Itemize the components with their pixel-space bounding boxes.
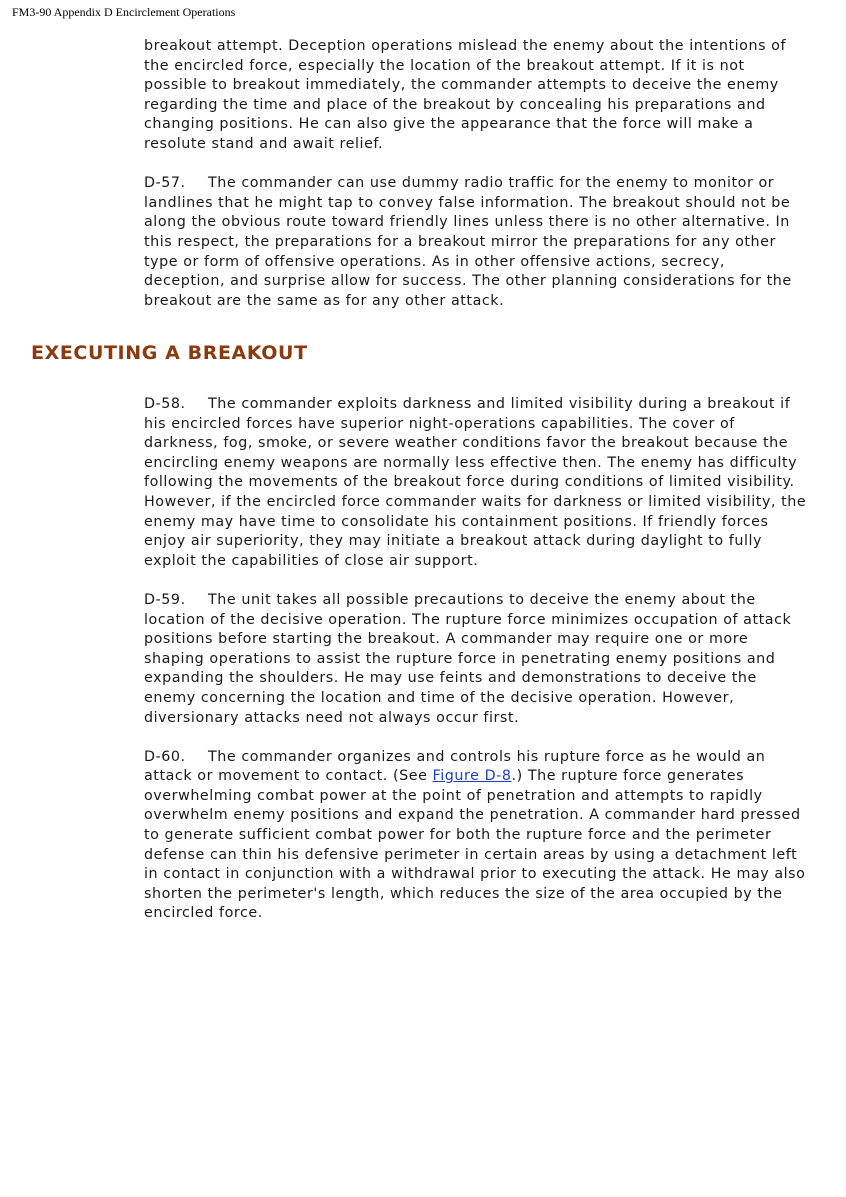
section-heading: EXECUTING A BREAKOUT (31, 342, 308, 364)
paragraph-d59 (144, 591, 808, 728)
figure-d8-link[interactable]: Figure D-8 (432, 768, 512, 785)
paragraph-text-before-link: The commander organizes and controls his rupture force as he would an attack or movement to contact. (See (144, 748, 766, 785)
paragraph-number: D-57. (144, 175, 186, 192)
running-head: FM3-90 Appendix D Encirclement Operations (12, 5, 236, 19)
paragraph-d60 (144, 748, 808, 924)
content-bottom (144, 395, 808, 944)
paragraph-text-after-link: .) The rupture force generates overwhelming combat power at the point of penetration and attempts to rapidly overwhelm enemy positions and expand the penetration. A commander hard pressed to generate sufficient combat power for both the rupture force and the perimeter defense can thin his defensive perimeter in certain areas by using a detachment left in contact in conjunction with a withdrawal prior to executing the attack. He may also shorten the perimeter's length, which reduces the size of the area occupied by the encircled force. (144, 768, 806, 922)
paragraph-d57 (144, 174, 808, 311)
content-top (144, 37, 808, 331)
paragraph-number: D-58. (144, 396, 186, 412)
paragraph-text: The commander exploits darkness and limited visibility during a breakout if his encircled forces have superior night-operations capabilities. The cover of darkness, fog, smoke, or severe weather conditions favor the breakout because the encircling enemy weapons are normally less effective then. The enemy has difficulty following the movements of the breakout force during conditions of limited visibility. However, if the encircled force commander waits for darkness or limited visibility, the enemy may have time to consolidate his containment positions. If friendly forces enjoy air superiority, they may initiate a breakout attack during daylight to fully exploit the capabilities of close air support. (144, 396, 807, 569)
intro-paragraph: breakout attempt. Deception operations mislead the enemy about the intentions of the encircled force, especially the location of the breakout attempt. If it is not possible to breakout immediately, the commander attempts to deceive the enemy regarding the time and place of the breakout by concealing his preparations and changing positions. He can also give the appearance that the force will make a resolute stand and await relief. (144, 38, 787, 152)
paragraph-number: D-60. (144, 748, 186, 765)
paragraph-number: D-59. (144, 591, 186, 608)
paragraph-text: The unit takes all possible precautions to deceive the enemy about the location of the decisive operation. The rupture force minimizes occupation of attack positions before starting the breakout. A commander may require one or more shaping operations to assist the rupture force in penetrating enemy positions and expanding the shoulders. He may use feints and demonstrations to deceive the enemy concerning the location and time of the decisive operation. However, diversionary attacks need not always occur first. (144, 591, 792, 726)
paragraph-text: The commander can use dummy radio traffic for the enemy to monitor or landlines that he might tap to convey false information. The breakout should not be along the obvious route toward friendly lines unless there is no other alternative. In this respect, the preparations for a breakout mirror the preparations for any other type or form of offensive operations. As in other offensive actions, secrecy, deception, and surprise allow for success. The other planning considerations for the breakout are the same as for any other attack. (144, 175, 792, 309)
paragraph-d58 (144, 395, 808, 571)
